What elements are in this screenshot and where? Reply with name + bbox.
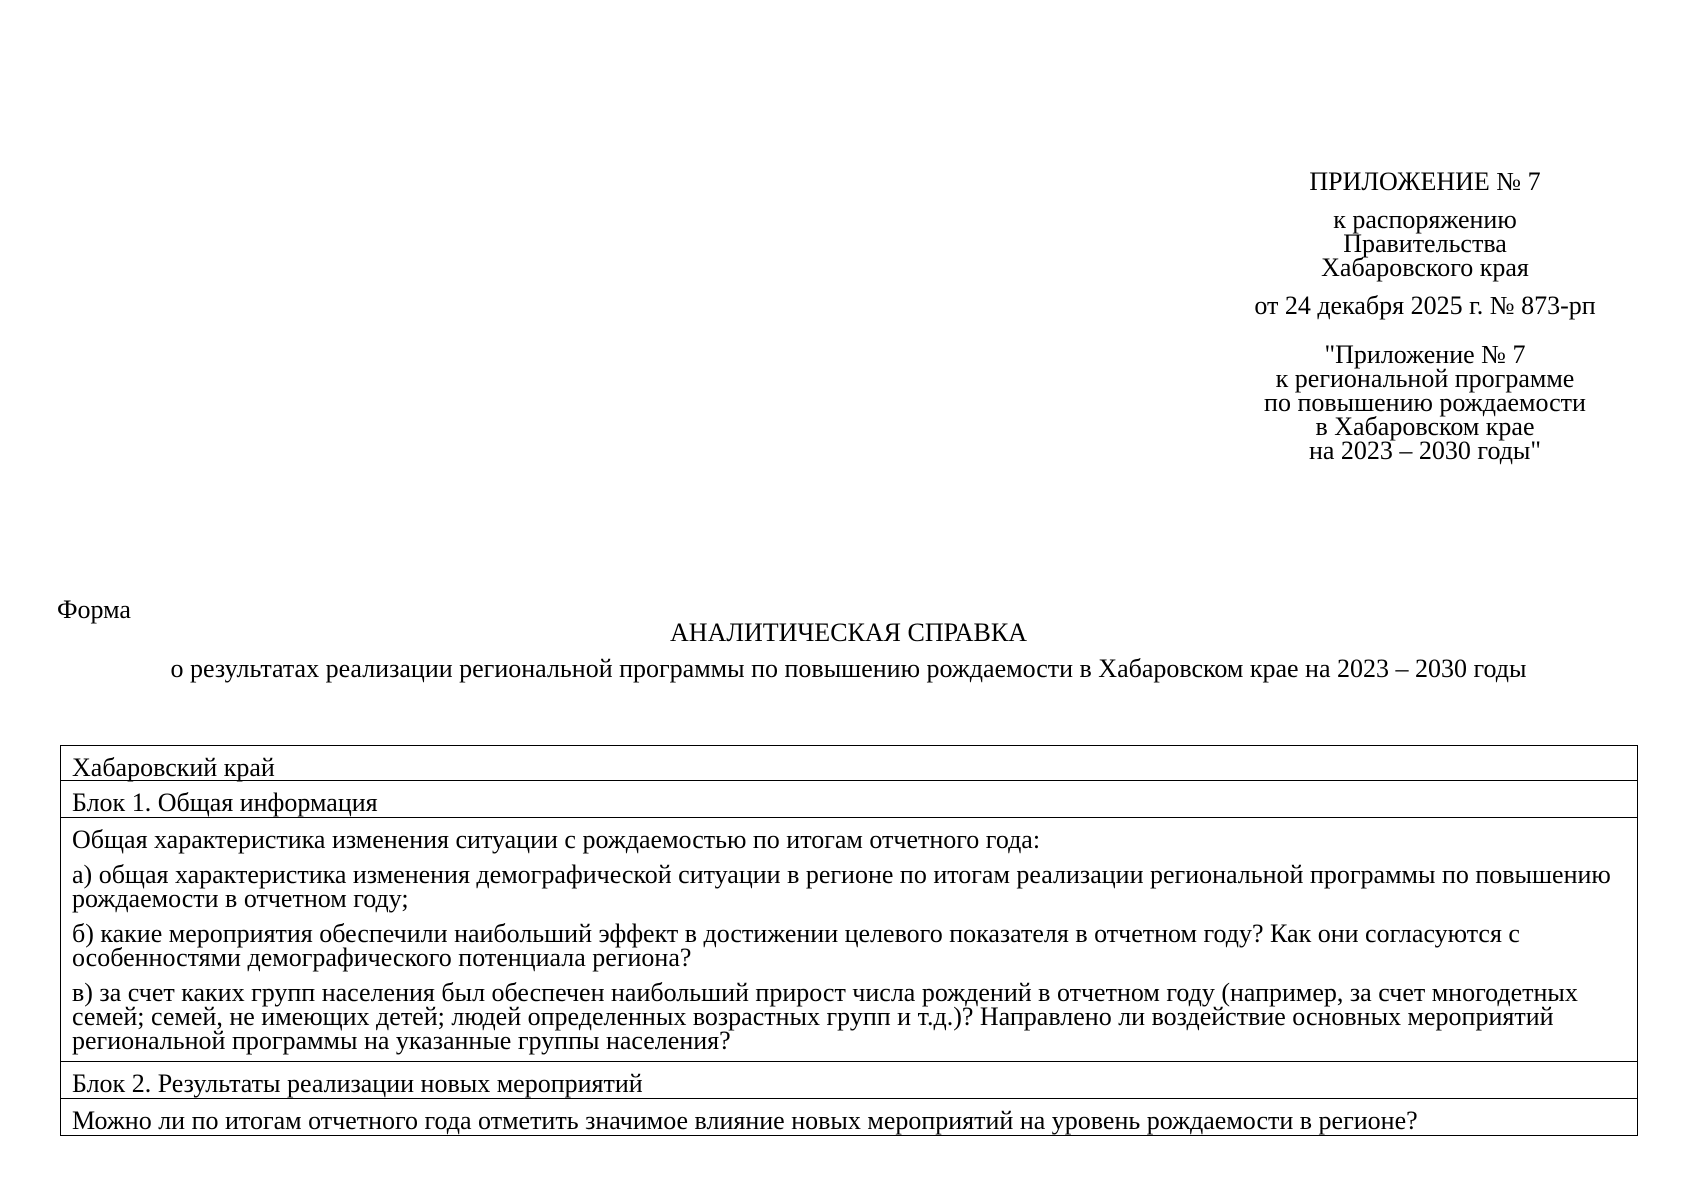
table-row (61, 1099, 1638, 1136)
table-row (61, 818, 1638, 1062)
appendix-reference (1165, 205, 1685, 282)
document-title: АНАЛИТИЧЕСКАЯ СПРАВКА (670, 618, 1027, 647)
program-appendix-line: к региональной программе (1275, 364, 1575, 393)
form-label: Форма (57, 595, 131, 624)
program-appendix-quote (1165, 340, 1685, 465)
block2-question-cell: Можно ли по итогам отчетного года отметить значимое влияние новых мероприятий на уровень рождаемости в регионе? (61, 1099, 1638, 1136)
appendix-title: ПРИЛОЖЕНИЕ № 7 (1309, 167, 1541, 196)
block1-paragraph: б) какие мероприятия обеспечили наибольший эффект в достижении целевого показателя в отчетном году? Как они согласуются с особенностями демографического потенциала региона? (72, 919, 1520, 972)
program-appendix-line: по повышению рождаемости (1264, 388, 1586, 417)
program-appendix-line: "Приложение № 7 (1324, 340, 1526, 369)
region-cell: Хабаровский край (61, 746, 1638, 781)
analytical-report-table (60, 745, 1638, 1136)
program-appendix-line: в Хабаровском крае (1315, 412, 1535, 441)
program-appendix-line: на 2023 – 2030 годы" (1308, 436, 1542, 465)
block2-title-cell: Блок 2. Результаты реализации новых мероприятий (61, 1062, 1638, 1099)
block1-paragraph: Общая характеристика изменения ситуации с рождаемостью по итогам отчетного года: (72, 825, 1041, 854)
appendix-reference-line: Хабаровского края (1321, 253, 1529, 282)
order-date-number: от 24 декабря 2025 г. № 873-рп (1254, 291, 1596, 320)
block1-paragraph: в) за счет каких групп населения был обеспечен наибольший прирост числа рождений в отчетном году (например, за счет многодетных семей; семей, не имеющих детей; людей определенных возрастных групп и т.д.)? Направлено ли воздействие основных мероприятий региональной программы на указанные группы населения? (72, 978, 1578, 1055)
appendix-reference-line: Правительства (1343, 229, 1507, 258)
block1-paragraph: а) общая характеристика изменения демографической ситуации в регионе по итогам реализации региональной программы по повышению рождаемости в отчетном году; (72, 860, 1611, 913)
appendix-reference-line: к распоряжению (1333, 205, 1517, 234)
table-row (61, 1062, 1638, 1099)
table-row (61, 781, 1638, 818)
block1-title-cell: Блок 1. Общая информация (61, 781, 1638, 818)
table-row (61, 746, 1638, 781)
document-subtitle: о результатах реализации региональной программы по повышению рождаемости в Хабаровском крае на 2023 – 2030 годы (170, 654, 1527, 683)
block1-content-cell (61, 818, 1638, 1062)
